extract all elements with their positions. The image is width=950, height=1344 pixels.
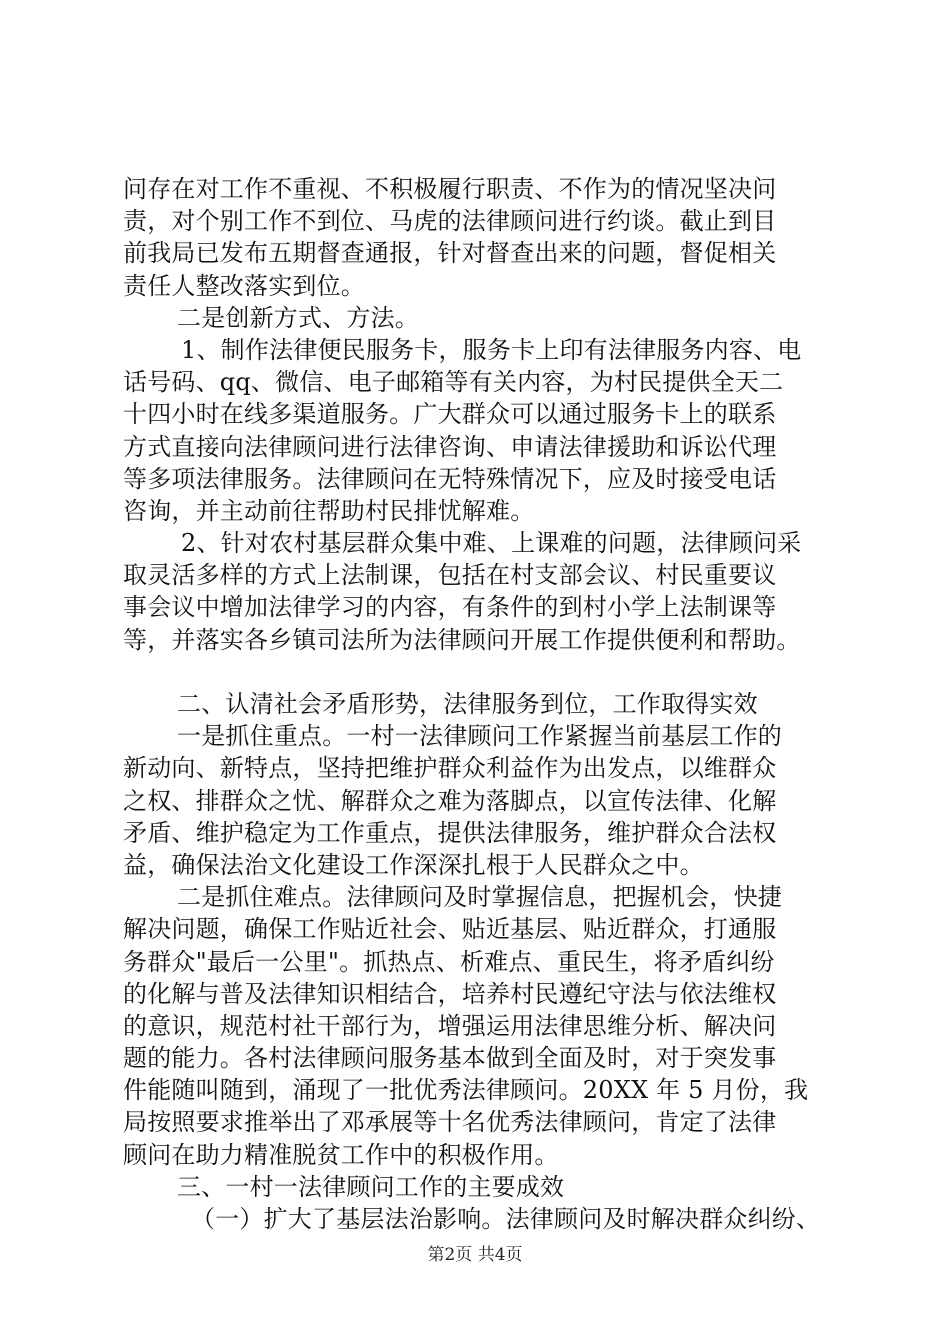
page-footer: 第2页 共4页 <box>427 1245 523 1265</box>
text-line: 二是创新方式、方法。 <box>177 303 419 332</box>
text-line: 解决问题，确保工作贴近社会、贴近基层、贴近群众，打通服 <box>123 915 777 944</box>
text-line: 的化解与普及法律知识相结合，培养村民遵纪守法与依法维权 <box>123 979 777 1008</box>
text-line: 取灵活多样的方式上法制课，包括在村支部会议、村民重要议 <box>123 561 777 590</box>
document-body <box>123 173 843 1235</box>
text-line: 等，并落实各乡镇司法所为法律顾问开展工作提供便利和帮助。 <box>123 625 801 654</box>
text-line: 责任人整改落实到位。 <box>123 271 365 300</box>
text-line: 等多项法律服务。法律顾问在无特殊情况下，应及时接受电话 <box>123 464 777 493</box>
section-heading: 二、认清社会矛盾形势，法律服务到位，工作取得实效 <box>177 690 758 718</box>
text-line: 问存在对工作不重视、不积极履行职责、不作为的情况坚决问 <box>123 175 777 203</box>
text-line: 矛盾、维护稳定为工作重点，提供法律服务，维护群众合法权 <box>123 818 777 847</box>
text-line: 前我局已发布五期督查通报，针对督查出来的问题，督促相关 <box>123 239 777 268</box>
text-line: 2、针对农村基层群众集中难、上课难的问题，法律顾问采 <box>181 529 802 558</box>
text-line: 咨询，并主动前往帮助村民排忧解难。 <box>123 496 535 525</box>
text-line: 的意识，规范村社干部行为，增强运用法律思维分析、解决问 <box>123 1011 777 1040</box>
text-line: 顾问在助力精准脱贫工作中的积极作用。 <box>123 1140 559 1169</box>
text-line: 益，确保法治文化建设工作深深扎根于人民群众之中。 <box>123 850 704 879</box>
section-heading: 三、一村一法律顾问工作的主要成效 <box>177 1172 565 1201</box>
text-line: 1、制作法律便民服务卡，服务卡上印有法律服务内容、电 <box>181 335 802 364</box>
text-line: 一是抓住重点。一村一法律顾问工作紧握当前基层工作的 <box>177 722 782 751</box>
text-line: 件能随叫随到，涌现了一批优秀法律顾问。20XX 年 5 月份，我 <box>123 1076 809 1105</box>
text-line: 务群众"最后一公里"。抓热点、析难点、重民生，将矛盾纠纷 <box>123 947 775 976</box>
text-line: 责，对个别工作不到位、马虎的法律顾问进行约谈。截止到目 <box>123 207 777 236</box>
text-line: 事会议中增加法律学习的内容，有条件的到村小学上法制课等 <box>123 593 777 622</box>
text-line: 局按照要求推举出了邓承展等十名优秀法律顾问，肯定了法律 <box>123 1108 777 1137</box>
text-line: 题的能力。各村法律顾问服务基本做到全面及时，对于突发事 <box>123 1044 777 1073</box>
text-line: （一）扩大了基层法治影响。法律顾问及时解决群众纠纷、 <box>191 1205 821 1233</box>
blank-line <box>123 656 843 688</box>
text-line: 新动向、新特点，坚持把维护群众利益作为出发点，以维群众 <box>123 754 777 783</box>
text-line: 方式直接向法律顾问进行法律咨询、申请法律援助和诉讼代理 <box>123 432 777 461</box>
text-line: 十四小时在线多渠道服务。广大群众可以通过服务卡上的联系 <box>123 400 777 429</box>
text-line: 之权、排群众之忧、解群众之难为落脚点，以宣传法律、化解 <box>123 786 777 815</box>
text-line: 二是抓住难点。法律顾问及时掌握信息，把握机会，快捷 <box>177 883 782 912</box>
text-line: 话号码、qq、微信、电子邮箱等有关内容，为村民提供全天二 <box>123 368 784 397</box>
